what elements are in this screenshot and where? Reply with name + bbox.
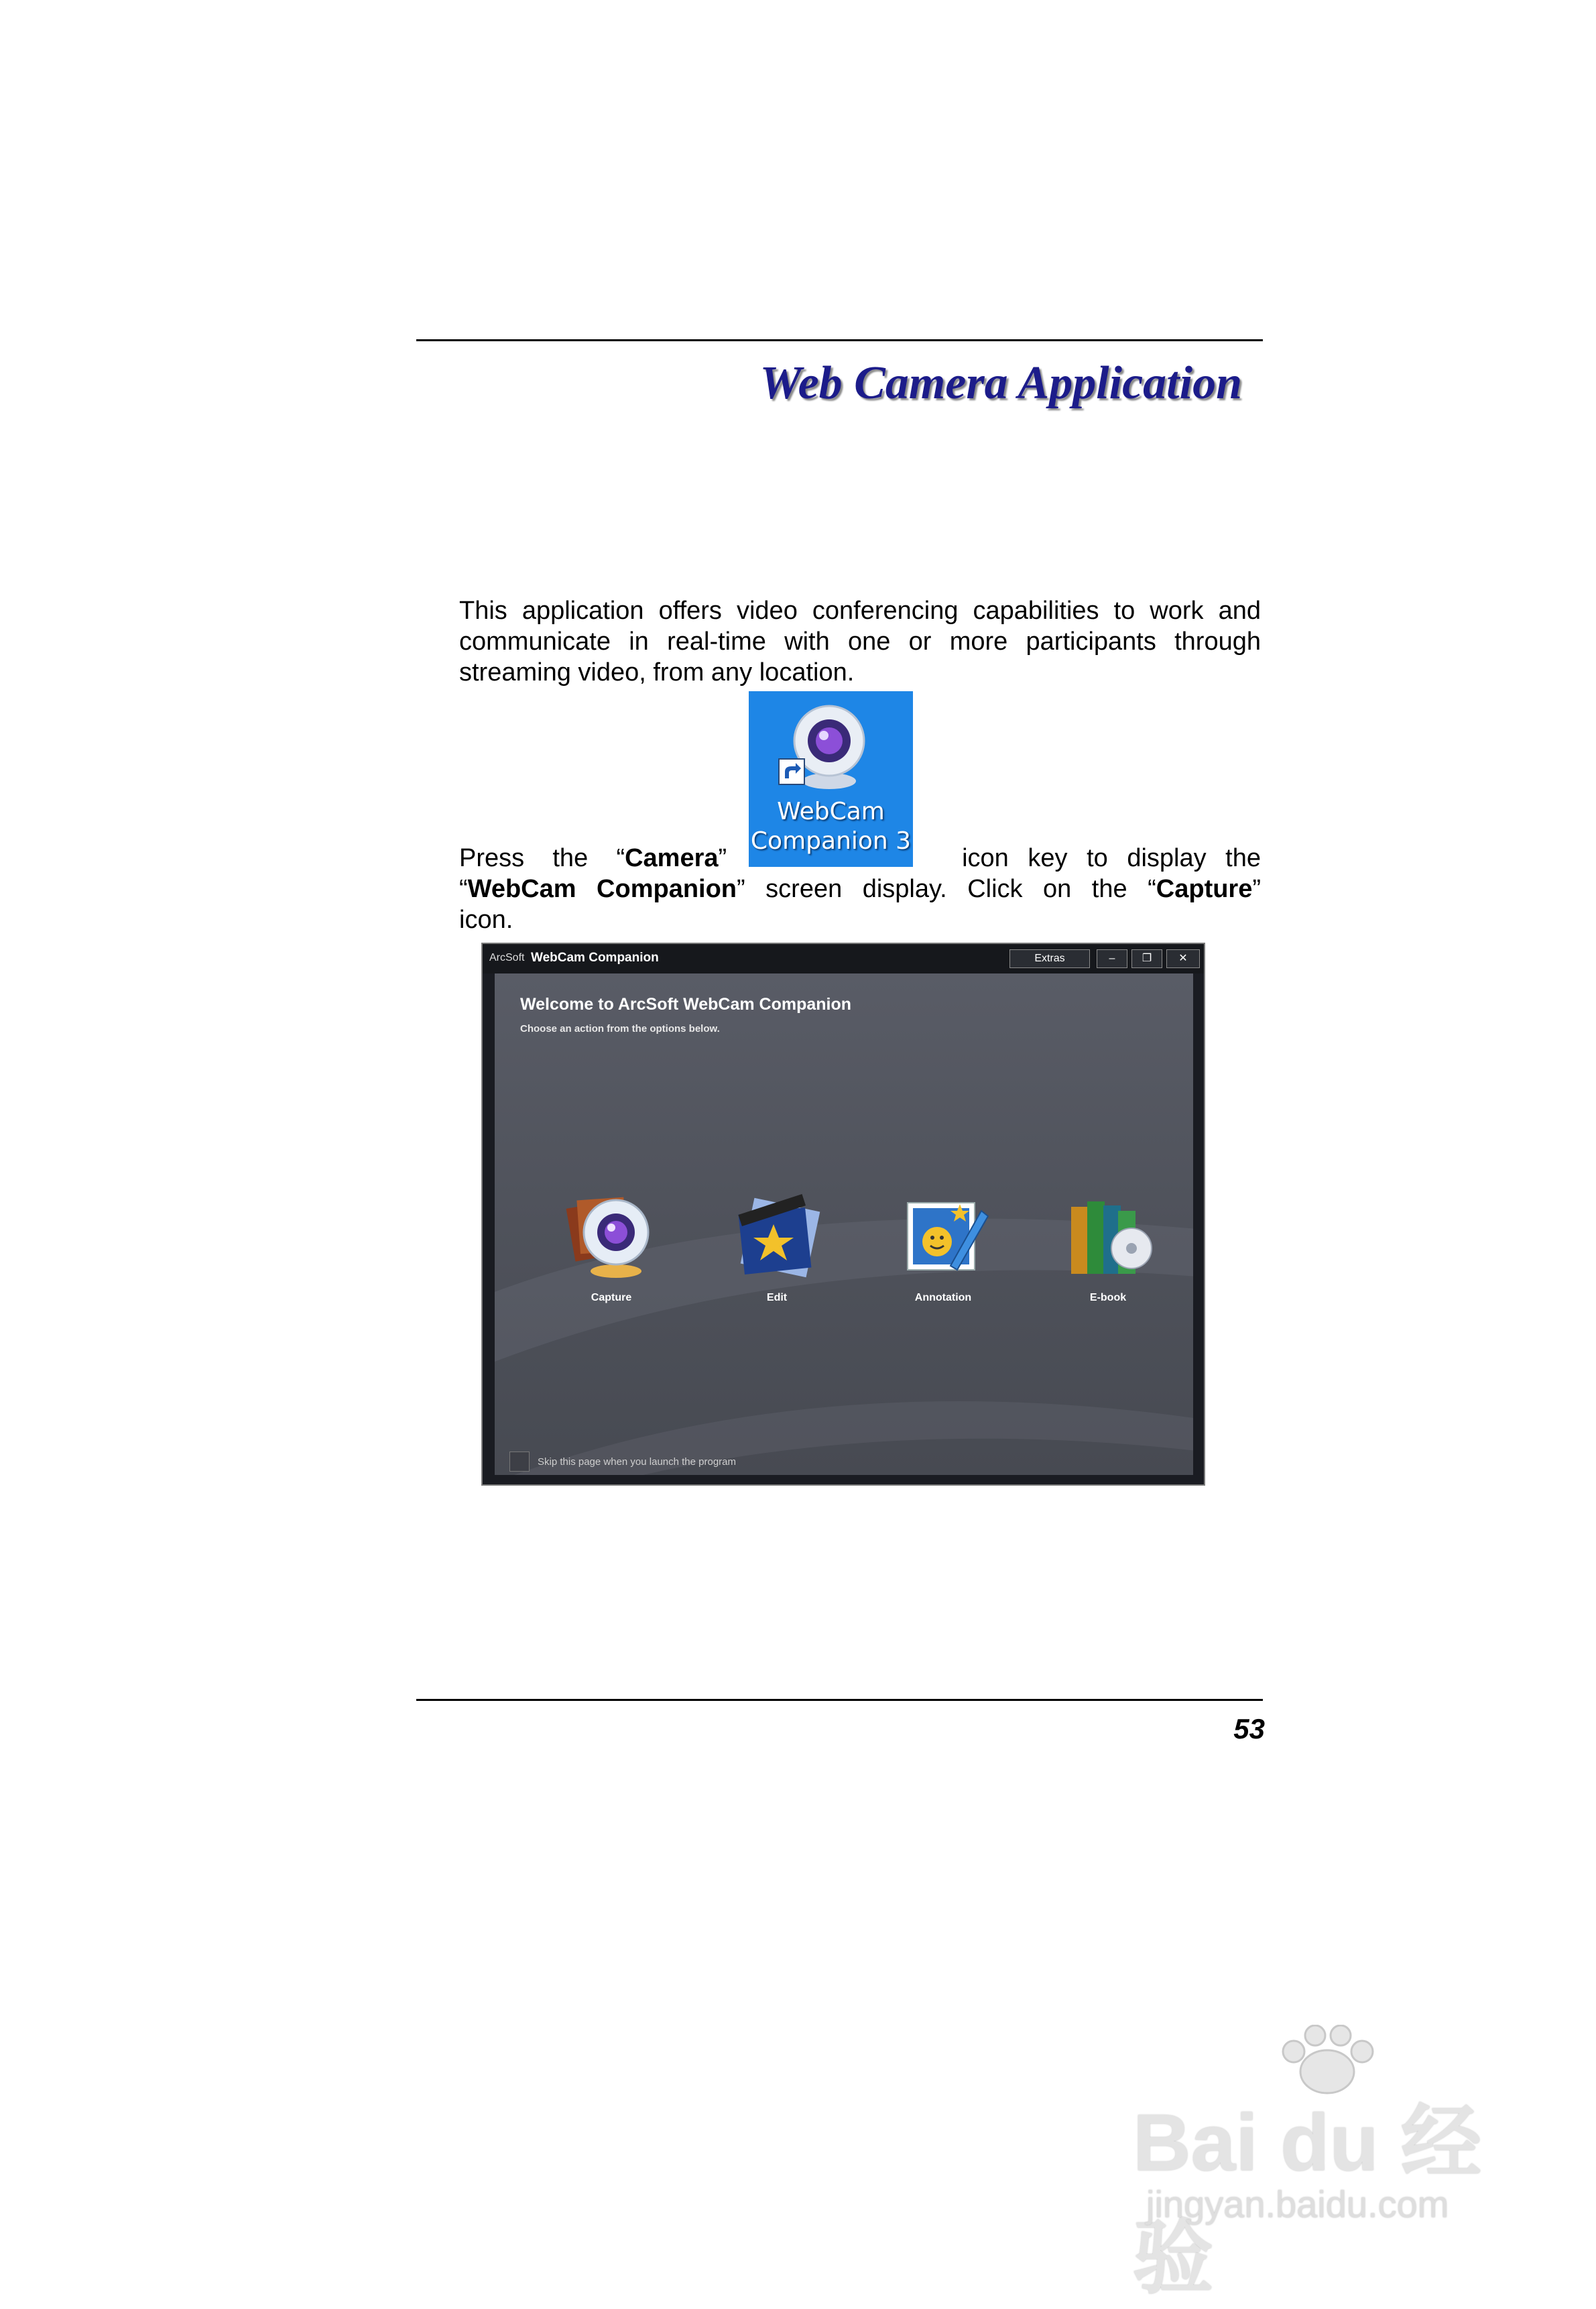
the-word: the bbox=[552, 844, 589, 872]
maximize-button[interactable]: ❐ bbox=[1131, 949, 1162, 968]
window-title: WebCam Companion bbox=[531, 951, 659, 965]
annotation-icon bbox=[893, 1184, 993, 1285]
skip-checkbox[interactable] bbox=[509, 1452, 530, 1472]
edit-icon bbox=[727, 1184, 827, 1285]
ebook-icon bbox=[1058, 1184, 1158, 1285]
intro-line-2: communicate in real-time with one or more participants through bbox=[459, 628, 1261, 656]
press-word: Press bbox=[459, 844, 525, 872]
window-content bbox=[495, 973, 1193, 1475]
welcome-subtitle: Choose an action from the options below. bbox=[520, 1023, 720, 1034]
annotation-label: Annotation bbox=[914, 1292, 972, 1303]
bottom-rule bbox=[416, 1699, 1263, 1701]
watermark-brand: Bai du 经验 bbox=[1133, 2098, 1482, 2303]
edit-label: Edit bbox=[766, 1292, 788, 1303]
ebook-action[interactable] bbox=[1058, 1184, 1158, 1304]
quote-open-2: “ bbox=[459, 875, 468, 903]
camera-bold: Camera bbox=[625, 844, 719, 872]
intro-paragraph bbox=[459, 595, 1261, 688]
capture-icon bbox=[561, 1184, 662, 1285]
desktop-icon-label-2: Companion 3 bbox=[750, 827, 912, 855]
top-rule bbox=[416, 339, 1263, 341]
skip-label: Skip this page when you launch the program bbox=[538, 1456, 737, 1468]
quote-close-2: ” bbox=[1252, 875, 1262, 903]
extras-button[interactable]: Extras bbox=[1009, 949, 1090, 968]
window-titlebar bbox=[483, 944, 1204, 973]
capture-label: Capture bbox=[591, 1292, 632, 1303]
shortcut-arrow-icon bbox=[778, 758, 805, 785]
webcam-companion-bold: WebCam Companion bbox=[467, 875, 737, 903]
close-button[interactable]: ✕ bbox=[1166, 949, 1200, 968]
page-number: 53 bbox=[1233, 1713, 1265, 1744]
arcsoft-brand: ArcSoft bbox=[489, 952, 525, 963]
page-title: Web Camera Application bbox=[759, 357, 1242, 409]
press-instruction-continued bbox=[459, 874, 1261, 935]
ebook-label: E-book bbox=[1089, 1292, 1127, 1303]
minimize-button[interactable]: – bbox=[1097, 949, 1127, 968]
icon-key-text: icon key to display the bbox=[962, 844, 1261, 872]
capture-bold: Capture bbox=[1156, 875, 1253, 903]
webcam-companion-desktop-icon[interactable] bbox=[749, 691, 913, 867]
webcam-companion-window bbox=[481, 943, 1205, 1486]
baidu-watermark bbox=[1133, 2025, 1522, 2303]
welcome-heading: Welcome to ArcSoft WebCam Companion bbox=[520, 995, 852, 1014]
capture-action[interactable] bbox=[561, 1184, 662, 1304]
desktop-icon-label-1: WebCam bbox=[777, 798, 885, 825]
quote-open: “ bbox=[616, 844, 625, 872]
edit-action[interactable] bbox=[727, 1184, 827, 1304]
quote-close: ” bbox=[718, 844, 727, 872]
intro-line-3: streaming video, from any location. bbox=[459, 658, 855, 687]
icon-word: icon. bbox=[459, 906, 513, 934]
watermark-url: jingyan.baidu.com bbox=[1146, 2183, 1449, 2225]
intro-line-1: This application offers video conferencing capabilities to work and bbox=[459, 597, 1261, 625]
screen-display-text: ” screen display. Click on the “ bbox=[737, 875, 1156, 903]
annotation-action[interactable] bbox=[893, 1184, 993, 1304]
